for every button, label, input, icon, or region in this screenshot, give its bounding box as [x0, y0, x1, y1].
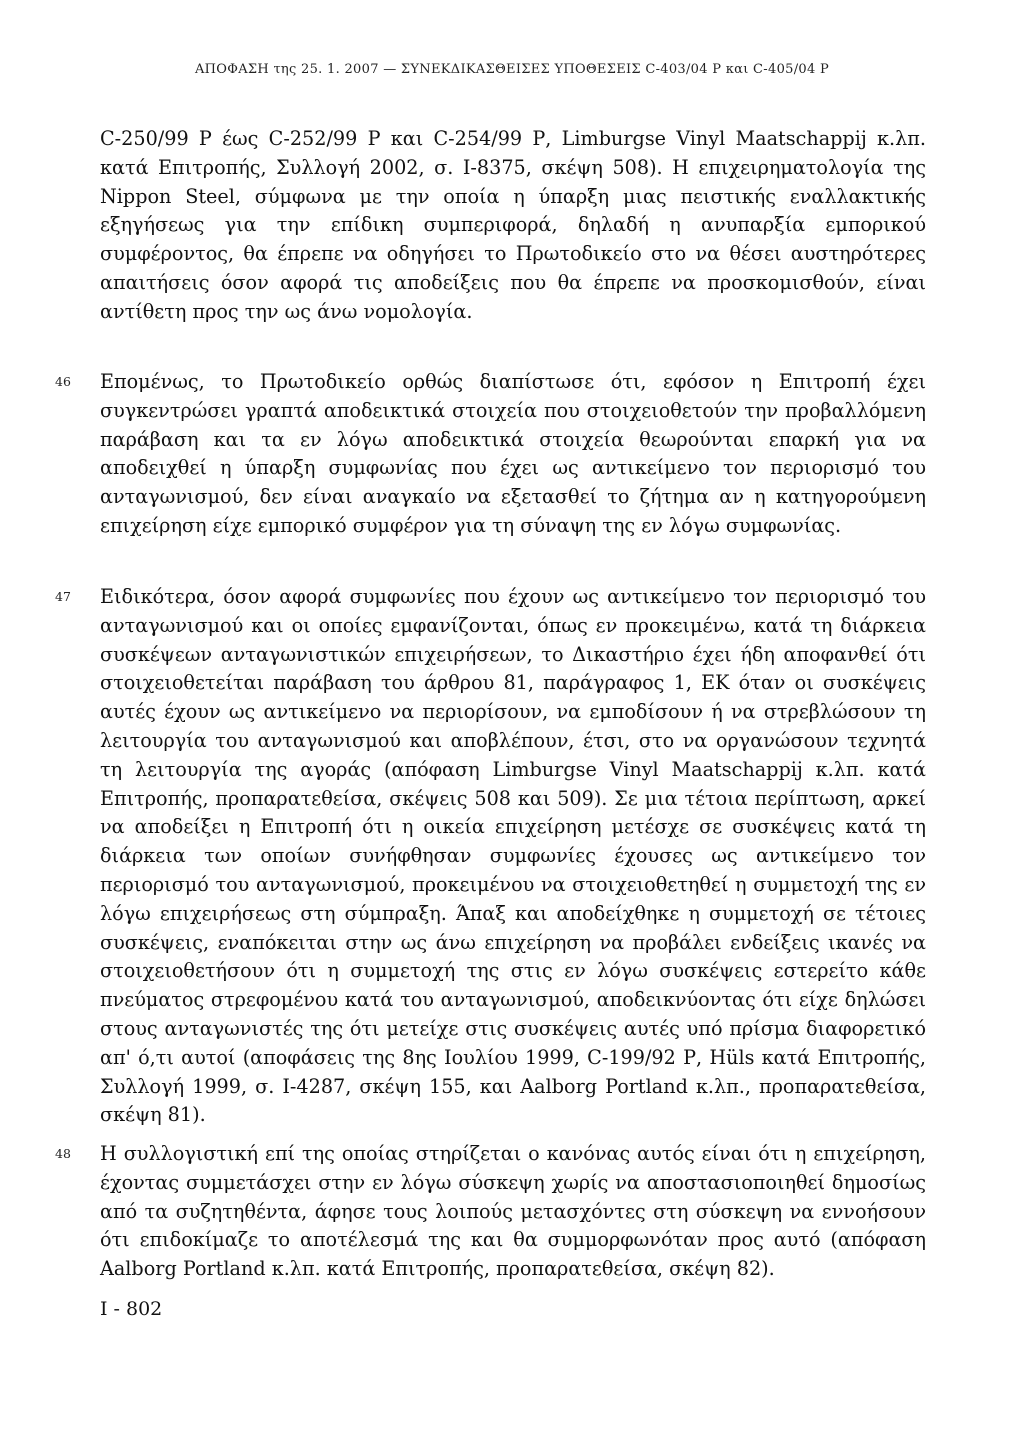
paragraph-47: Ειδικότερα, όσον αφορά συμφωνίες που έχουν ως αντικείμενο τον περιορισμό του ανταγωνισμού και οι οποίες εμφανίζονται, όπως εν προκειμένω, κατά τη διάρκεια συσκέψεων ανταγωνιστικών επιχειρήσεων, το Δικαστήριο έχει ήδη αποφανθεί ότι στοιχειοθετείται παράβαση του άρθρου 81, παράγραφος 1, ΕΚ όταν οι συσκέψεις αυτές έχουν ως αντικείμενο να περιορίσουν, να εμποδίσουν ή να στρεβλώσουν τη λειτουργία του ανταγωνισμού και αποβλέπουν, έτσι, στο να οργανώσουν τεχνητά τη λειτουργία της αγοράς (απόφαση Limburgse Vinyl Maatschappij κ.λπ. κατά Επιτροπής, προπαρατεθείσα, σκέψεις 508 και 509). Σε μια τέτοια περίπτωση, αρκεί να αποδείξει η Επιτροπή ότι η οικεία επιχείρηση μετέσχε σε συσκέψεις κατά τη διάρκεια των οποίων συνήφθησαν συμφωνίες έχουσες ως αντικείμενο τον περιορισμό του ανταγωνισμού, προκειμένου να στοιχειοθετηθεί η συμμετοχή της εν λόγω επιχειρήσεως στη σύμπραξη. Άπαξ και αποδείχθηκε η συμμετοχή σε τέτοιες συσκέψεις, εναπόκειται στην ως άνω επιχείρηση να προβάλει ενδείξεις ικανές να στοιχειοθετήσουν ότι η συμμετοχή της στις εν λόγω συσκέψεις εστερείτο κάθε πνεύματος στρεφομένου κατά του ανταγωνισμού, αποδεικνύοντας ότι είχε δηλώσει στους ανταγωνιστές της ότι μετείχε στις συσκέψεις αυτές υπό πρίσμα διαφορετικό απ' ό,τι αυτοί (αποφάσεις της 8ης Ιουλίου 1999, C-199/92 Ρ, Hüls κατά Επιτροπής, Συλλογή 1999, σ. Ι-4287, σκέψη 155, και Aalborg Portland κ.λπ., προπαρατεθείσα, σκέψη 81).: [100, 585, 926, 1127]
running-header: ΑΠΟΦΑΣΗ της 25. 1. 2007 — ΣΥΝΕΚΔΙΚΑΣΘΕΙΣΕΣ ΥΠΟΘΕΣΕΙΣ C-403/04 Ρ και C-405/04 Ρ: [194, 62, 830, 77]
paragraph-number: 46: [55, 374, 71, 389]
paragraph-number: 48: [55, 1146, 71, 1161]
paragraph-46: Επομένως, το Πρωτοδικείο ορθώς διαπίστωσε ότι, εφόσον η Επιτροπή έχει συγκεντρώσει γραπτά αποδεικτικά στοιχεία που στοιχειοθετούν την προβαλλόμενη παράβαση και τα εν λόγω αποδεικτικά στοιχεία θεωρούνται επαρκή για να αποδειχθεί η ύπαρξη συμφωνίας που έχει ως αντικείμενο τον περιορισμό του ανταγωνισμού, δεν είναι αναγκαίο να εξετασθεί το ζήτημα αν η κατηγορούμενη επιχείρηση είχε εμπορικό συμφέρον για τη σύναψη της εν λόγω συμφωνίας.: [100, 370, 926, 537]
paragraph-48: Η συλλογιστική επί της οποίας στηρίζεται ο κανόνας αυτός είναι ότι η επιχείρηση, έχοντας συμμετάσχει στην εν λόγω σύσκεψη χωρίς να αποστασιοποιηθεί δημοσίως από τα συζητηθέντα, άφησε τους λοιπούς μετασχόντες στη σύσκεψη να εννοήσουν ότι επιδοκίμαζε το αποτέλεσμά της και θα συμμορφωνόταν προς αυτό (απόφαση Aalborg Portland κ.λπ. κατά Επιτροπής, προπαρατεθείσα, σκέψη 82).: [100, 1142, 926, 1281]
paragraph-number: 47: [55, 589, 71, 604]
page-number: Ι - 802: [100, 1298, 163, 1320]
paragraph-continuation: C-250/99 Ρ έως C-252/99 Ρ και C-254/99 Ρ, Limburgse Vinyl Maatschappij κ.λπ. κατά Επιτροπής, Συλλογή 2002, σ. Ι-8375, σκέψη 508). Η επιχειρηματολογία της Nippon Steel, σύμφωνα με την οποία η ύπαρξη μιας πειστικής εναλλακτικής εξηγήσεως για την επίδικη συμπεριφορά, δηλαδή η ανυπαρξία εμπορικού συμφέροντος, θα έπρεπε να οδηγήσει το Πρωτοδικείο στο να θέσει αυστηρότερες απαιτήσεις όσον αφορά τις αποδείξεις που θα έπρεπε να προσκομισθούν, είναι αντίθετη προς την ως άνω νομολογία.: [100, 127, 926, 323]
